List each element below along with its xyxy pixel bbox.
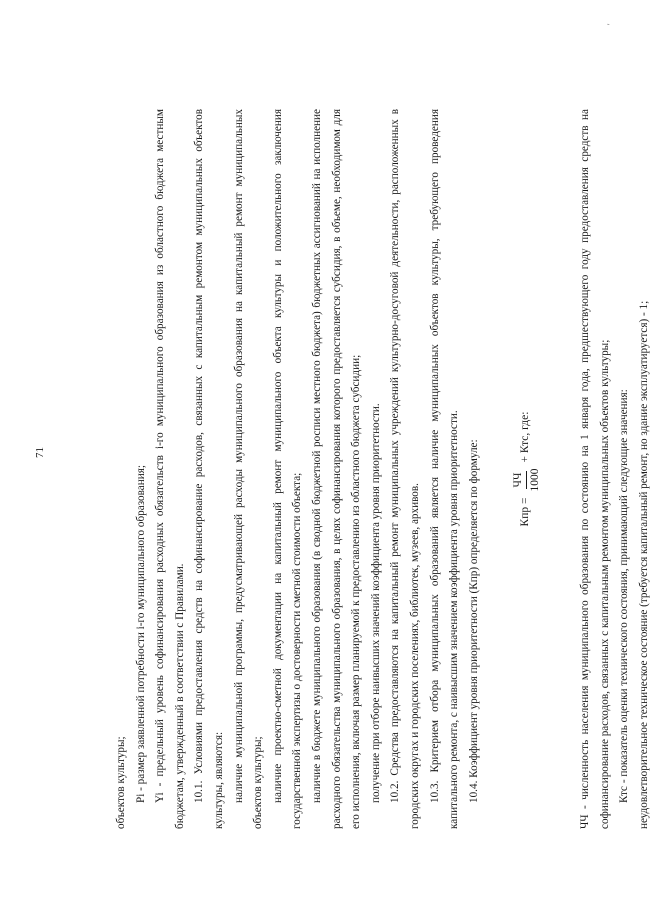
paragraph: неудовлетворительное техническое состояние (требуется капитальный ремонт, но здание эксплуатируется) - 1; [638,300,651,829]
paragraph: Ктс - показатель оценки технического состояния, принимающий следующие значения: [618,389,631,803]
page-number: 71 [34,447,46,458]
scan-mark: ' [606,23,615,25]
paragraph: 10.4. Коэффициент уровня приоритетности (Кпр) определяется по формуле: [467,439,480,803]
paragraph: Pi - размер заявленной потребности i-го муниципального образования; [134,465,147,803]
paragraphs-before-formula [112,109,484,829]
paragraph: объектов культуры; [115,736,127,829]
formula-denominator: 1000 [528,468,541,492]
formula-numerator: ЧЧ [511,471,527,490]
paragraph: 10.3. Критерием отбора муниципальных образований является наличие муниципальных объектов культуры, требующего проведения капитального ремонта, с наивысшим значением коэффициента уровня приоритетности. [428,109,461,829]
paragraph: наличие в бюджете муниципального образования (в сводной бюджетной росписи местного бюджета) бюджетных ассигнований на исполнение расходного обязательства муниципального образования, в целях софинансирования которого предоставляется субсидия, в объеме, необходимом для его исполнения, включая размер планируемой к предоставлению из областного бюджета субсидии; [310,109,363,829]
paragraphs-after-formula [576,109,654,829]
paragraph: ЧЧ - численность населения муниципального образования по состоянию на 1 января года, предшествующего году предоставления средств на софинансирование расходов, связанных с капитальным ремонтом муниципальных объектов культуры; [579,109,611,829]
paragraph: получение при отборе наивысших значений коэффициента уровня приоритетности. [369,403,382,803]
document-body [112,109,655,829]
paragraph: 10.1. Условиями предоставления средств на софинансирование расходов, связанных с капитальным ремонтом муниципальных объектов культуры, являются: [193,109,225,829]
paragraph: 10.2. Средства предоставляются на капитальный ремонт муниципальных учреждений культурно-досуговой деятельности, расположенных в городских округах и городских поселениях, библиотек, музеев, архивов. [389,109,421,829]
priority-coefficient-formula [490,109,562,829]
formula-fraction [511,467,542,494]
formula-rhs: + Ктс, где: [519,411,532,463]
formula-lhs: Кпр = [519,497,532,527]
paragraph: наличие проектно-сметной документации на капитальный ремонт муниципального объекта культуры и положительного заключения государственной экспертизы о достоверности сметной стоимости объекта; [271,109,304,829]
paragraph: Yi - предельный уровень софинансирования расходных обязательств i-го муниципального образования из областного бюджета местным бюджетам, утвержденный в соответствии с Правилами. [154,109,186,829]
paragraph: наличие муниципальной программы, предусматривающей расходы муниципального образования на капитальный ремонт муниципальных объектов культуры; [232,109,265,829]
